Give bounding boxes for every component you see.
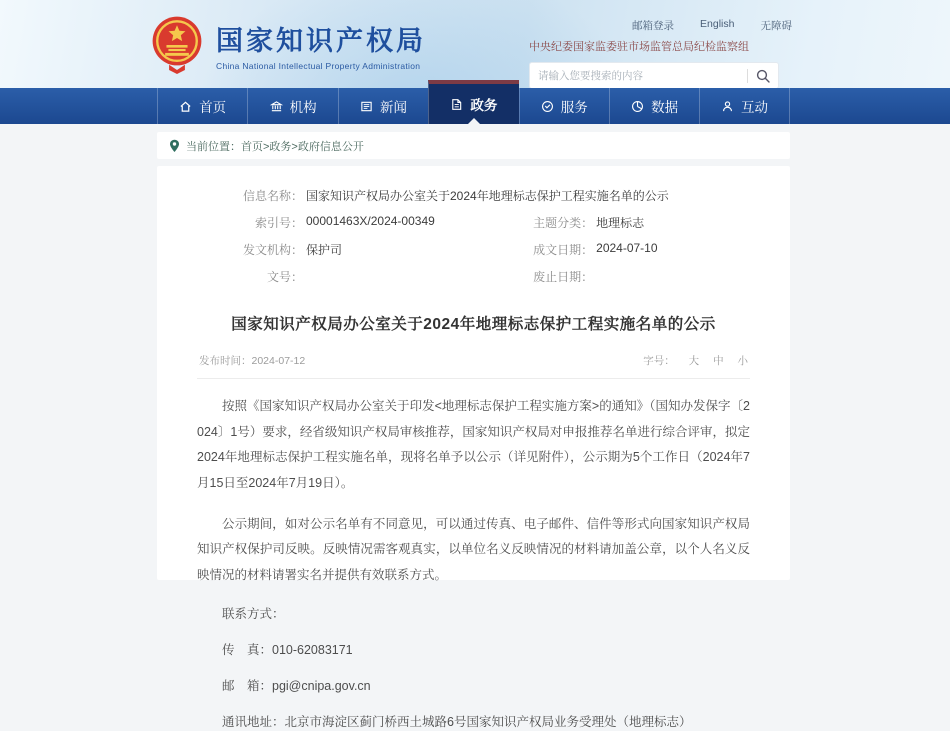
publish-time — [199, 353, 305, 368]
nav-label: 新闻 — [379, 100, 407, 115]
font-size-large[interactable]: 大 — [688, 355, 700, 367]
font-size-label: 字号： — [643, 355, 675, 367]
contact-email[interactable]: 邮 箱：pgi@cnipa.gov.cn — [222, 678, 371, 693]
breadcrumb-path[interactable]: 首页>政务>政府信息公开 — [241, 140, 364, 153]
site-logo[interactable] — [150, 16, 426, 74]
meta-label: 信息名称： — [242, 189, 303, 203]
contact-fax: 传 真：010-62083171 — [222, 643, 353, 658]
search-input[interactable] — [538, 70, 739, 82]
location-pin-icon — [169, 139, 180, 153]
meta-label: 主题分类： — [533, 216, 594, 230]
nav-label: 服务 — [560, 100, 588, 115]
nav-item-news[interactable] — [338, 88, 428, 124]
meta-label: 文号： — [266, 270, 303, 284]
meta-value-issuer: 保护司 — [306, 243, 343, 257]
top-utility-links — [542, 18, 792, 33]
nav-item-home[interactable] — [157, 88, 247, 124]
nav-label: 机构 — [289, 100, 317, 115]
meta-row-index — [197, 209, 750, 236]
meta-label: 发文机构： — [242, 243, 303, 257]
publish-meta-row — [197, 353, 750, 379]
meta-value-info-name: 国家知识产权局办公室关于2024年地理标志保护工程实施名单的公示 — [306, 189, 669, 203]
link-accessibility[interactable]: 无障碍 — [760, 20, 792, 32]
nav-label: 首页 — [199, 100, 227, 115]
main-nav — [0, 88, 950, 124]
breadcrumb-prefix: 当前位置： — [186, 140, 241, 153]
meta-label: 成文日期： — [533, 243, 594, 257]
nav-label: 互动 — [741, 100, 769, 115]
document-icon — [450, 98, 463, 111]
search-icon[interactable] — [756, 69, 770, 83]
publish-label: 发布时间： — [199, 355, 252, 367]
header-right-cluster — [529, 18, 792, 89]
meta-value-topic: 地理标志 — [596, 216, 645, 230]
article-title: 国家知识产权局办公室关于2024年地理标志保护工程实施名单的公示 — [231, 316, 716, 333]
nav-item-data[interactable] — [609, 88, 699, 124]
nav-item-organization[interactable] — [247, 88, 337, 124]
nav-item-services[interactable] — [519, 88, 609, 124]
search-divider — [747, 69, 748, 83]
document-meta-table — [197, 182, 750, 290]
bank-icon — [270, 100, 283, 113]
national-emblem-icon — [150, 16, 204, 74]
service-icon — [541, 100, 554, 113]
contact-heading: 联系方式： — [222, 607, 285, 622]
nav-label: 政务 — [470, 98, 498, 113]
nav-label: 数据 — [651, 100, 679, 115]
meta-value-date: 2024-07-10 — [596, 241, 658, 255]
home-icon — [179, 100, 192, 113]
meta-row-info-name — [197, 182, 750, 209]
meta-label: 索引号： — [254, 216, 303, 230]
font-size-small[interactable]: 小 — [737, 355, 748, 367]
meta-row-issuer — [197, 236, 750, 263]
font-size-selector — [643, 353, 748, 368]
discipline-inspection-link[interactable]: 中央纪委国家监委驻市场监管总局纪检监察组 — [529, 41, 749, 53]
nav-item-interaction[interactable] — [699, 88, 789, 124]
contact-address: 通讯地址：北京市海淀区蓟门桥西土城路6号国家知识产权局业务受理处（地理标志） — [222, 714, 692, 729]
news-icon — [360, 100, 373, 113]
nav-item-government-affairs[interactable] — [428, 80, 518, 124]
font-size-medium[interactable]: 中 — [713, 355, 724, 367]
link-english[interactable]: English — [700, 18, 735, 30]
content-card — [157, 166, 790, 729]
article-paragraph: 按照《国家知识产权局办公室关于印发<地理标志保护工程实施方案>的通知》（国知办发保字〔2024〕1号）要求，经省级知识产权局审核推荐，国家知识产权局对申报推荐名单进行综合评审，拟定2024年地理标志保护工程实施名单，现将名单予以公示（详见附件），公示期为5个工作日（2024年7月15日至2024年7月19日）。 — [197, 399, 750, 490]
article-paragraph: 公示期间，如对公示名单有不同意见，可以通过传真、电子邮件、信件等形式向国家知识产权局知识产权保护司反映。反映情况需客观真实，以单位名义反映情况的材料请加盖公章，以个人名义反映情况的材料请署实名并提供有效联系方式。 — [197, 516, 750, 582]
link-mail-login[interactable]: 邮箱登录 — [632, 20, 675, 32]
pie-chart-icon — [631, 100, 644, 113]
publish-date: 2024-07-12 — [251, 355, 306, 367]
person-icon — [721, 100, 734, 113]
breadcrumb — [157, 132, 790, 159]
site-subtitle: China National Intellectual Property Administration — [216, 61, 421, 71]
meta-label: 废止日期： — [533, 270, 594, 284]
site-header — [0, 0, 950, 88]
meta-row-docno — [197, 263, 750, 290]
search-box — [529, 62, 779, 89]
meta-value-index: 00001463X/2024-00349 — [306, 214, 435, 228]
site-title: 国家知识产权局 — [216, 26, 426, 56]
